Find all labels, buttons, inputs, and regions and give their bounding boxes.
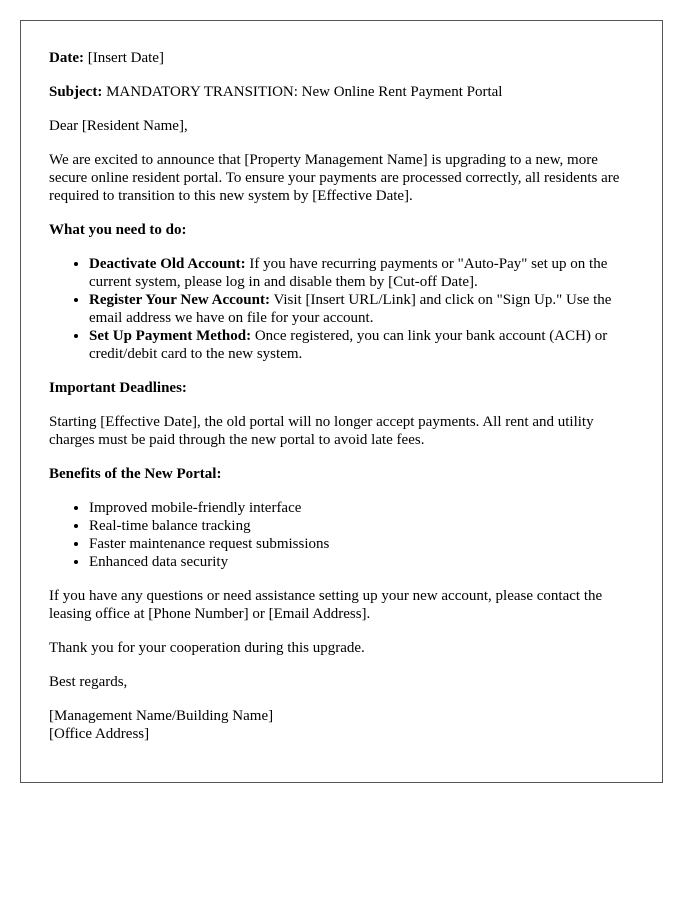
todo-item: • Deactivate Old Account: If you have recurring payments or "Auto-Pay" set up on the current system, please log in and disable them by [Cut-off Date]. xyxy=(89,255,634,291)
benefit-item: • Real-time balance tracking xyxy=(89,517,634,535)
closing: Best regards, xyxy=(49,674,128,690)
todo-list xyxy=(49,255,634,363)
benefits-heading: Benefits of the New Portal: xyxy=(49,466,222,482)
thanks-paragraph: Thank you for your cooperation during this upgrade. xyxy=(49,640,365,656)
greeting: Dear [Resident Name], xyxy=(49,118,188,134)
benefits-list xyxy=(49,499,634,571)
todo-heading: What you need to do: xyxy=(49,222,187,238)
deadlines-heading: Important Deadlines: xyxy=(49,380,187,396)
benefit-item: • Improved mobile-friendly interface xyxy=(89,499,634,517)
deadlines-paragraph: Starting [Effective Date], the old portal will no longer accept payments. All rent and utility charges must be paid through the new portal to avoid late fees. xyxy=(49,414,594,448)
date-line: Date: [Insert Date] xyxy=(49,50,164,66)
signature: [Management Name/Building Name] [Office Address] xyxy=(49,708,274,742)
intro-paragraph: We are excited to announce that [Property Management Name] is upgrading to a new, more secure online resident portal. To ensure your payments are processed correctly, all residents are required to transition to this new system by [Effective Date]. xyxy=(49,152,620,204)
todo-item: • Register Your New Account: Visit [Insert URL/Link] and click on "Sign Up." Use the email address we have on file for your account. xyxy=(89,291,634,327)
benefit-item: • Faster maintenance request submissions xyxy=(89,535,634,553)
contact-paragraph: If you have any questions or need assistance setting up your new account, please contact the leasing office at [Phone Number] or [Email Address]. xyxy=(49,588,603,622)
todo-item: • Set Up Payment Method: Once registered, you can link your bank account (ACH) or credit/debit card to the new system. xyxy=(89,327,634,363)
letter xyxy=(20,20,663,783)
benefit-item: • Enhanced data security xyxy=(89,553,634,571)
subject-line: Subject: MANDATORY TRANSITION: New Online Rent Payment Portal xyxy=(49,84,503,100)
